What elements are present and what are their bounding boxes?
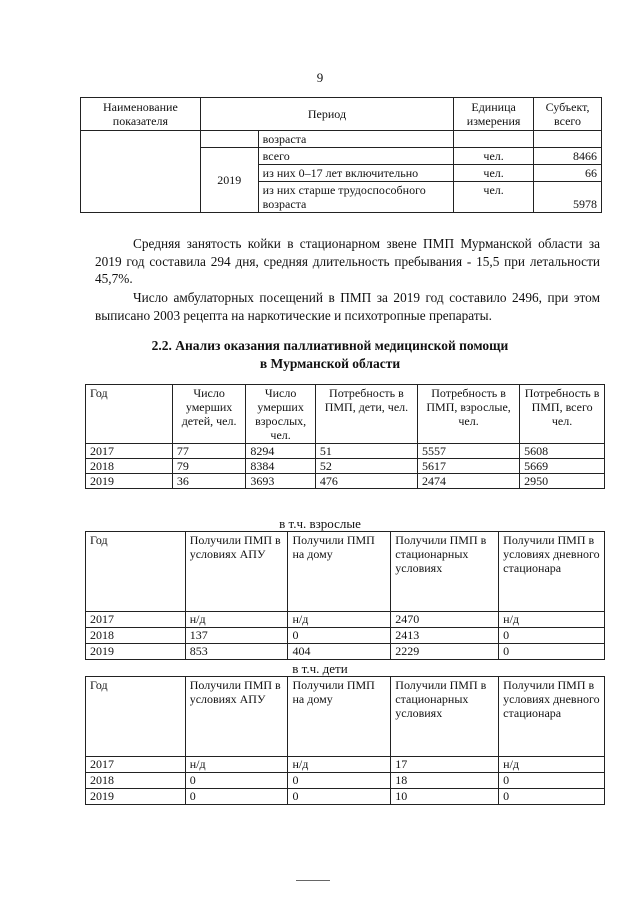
table-header-row: Год Получили ПМП в условиях АПУ Получили ПМП на дому Получили ПМП в стационарных условиях Получили ПМП в условиях дневного стационара xyxy=(86,532,605,612)
empty-cell xyxy=(200,131,258,148)
header-need-children: Потребность в ПМП, дети, чел. xyxy=(315,385,417,444)
caption-children: в т.ч. дети xyxy=(292,661,348,676)
row-label: всего xyxy=(258,148,453,165)
table-row: 2019 36 3693 476 2474 2950 xyxy=(86,474,605,489)
page-number: 9 xyxy=(316,70,324,85)
section-heading: 2.2. Анализ оказания паллиативной медицинской помощи в Мурманской области xyxy=(151,338,509,371)
caption-adults: в т.ч. взрослые xyxy=(279,516,361,531)
empty-cell xyxy=(454,131,534,148)
row-unit: чел. xyxy=(454,148,534,165)
header-period: Период xyxy=(200,98,453,131)
row-unit: чел. xyxy=(454,165,534,182)
table-header-row xyxy=(81,98,602,131)
paragraph-outpatient-visits: Число амбулаторных посещений в ПМП за 2019 год составило 2496, при этом выписано 2003 рецепта на наркотические и психотропные препараты. xyxy=(95,290,600,323)
row-label: из них 0–17 лет включительно xyxy=(258,165,453,182)
header-need-adults: Потребность в ПМП, взрослые, чел. xyxy=(418,385,520,444)
empty-cell xyxy=(534,131,602,148)
table-row: 2018 137 0 2413 0 xyxy=(86,628,605,644)
row-value: 5978 xyxy=(534,182,602,213)
header-adult-deaths: Число умерших взрослых, чел. xyxy=(246,385,315,444)
row-value: 66 xyxy=(534,165,602,182)
header-child-deaths: Число умерших детей, чел. xyxy=(172,385,246,444)
row-label: из них старше трудоспособного возраста xyxy=(258,182,453,213)
palliative-need-table xyxy=(85,384,605,489)
year-cell: 2019 xyxy=(200,148,258,213)
header-need-total: Потребность в ПМП, всего чел. xyxy=(520,385,605,444)
row-value: 8466 xyxy=(534,148,602,165)
indicator-cell xyxy=(81,131,201,213)
header-subject-total: Субъект, всего xyxy=(534,98,602,131)
table-header-row xyxy=(86,385,605,444)
table-row: 2018 0 0 18 0 xyxy=(86,773,605,789)
table-row: 2017 77 8294 51 5557 5608 xyxy=(86,444,605,459)
table-row: 2019 853 404 2229 0 xyxy=(86,644,605,660)
header-year: Год xyxy=(86,385,173,444)
indicators-table xyxy=(80,97,602,213)
header-indicator: Наименование показателя xyxy=(81,98,201,131)
table-row: 2019 0 0 10 0 xyxy=(86,789,605,805)
adults-table xyxy=(85,531,605,660)
children-table xyxy=(85,676,605,805)
table-row: 2017 н/д н/д 17 н/д xyxy=(86,757,605,773)
paragraph-bed-occupancy: Средняя занятость койки в стационарном звене ПМП Мурманской области за 2019 год составила 294 дня, средняя длительность пребывания - 15,5 при летальности 45,7%. xyxy=(95,236,600,286)
footer-divider xyxy=(296,880,330,881)
header-unit: Единица измерения xyxy=(454,98,534,131)
table-row: 2018 79 8384 52 5617 5669 xyxy=(86,459,605,474)
row-unit: чел. xyxy=(454,182,534,213)
table-header-row: Год Получили ПМП в условиях АПУ Получили ПМП на дому Получили ПМП в стационарных условиях Получили ПМП в условиях дневного стационара xyxy=(86,677,605,757)
table-row xyxy=(81,131,602,148)
carry-text: возраста xyxy=(258,131,453,148)
table-row: 2017 н/д н/д 2470 н/д xyxy=(86,612,605,628)
